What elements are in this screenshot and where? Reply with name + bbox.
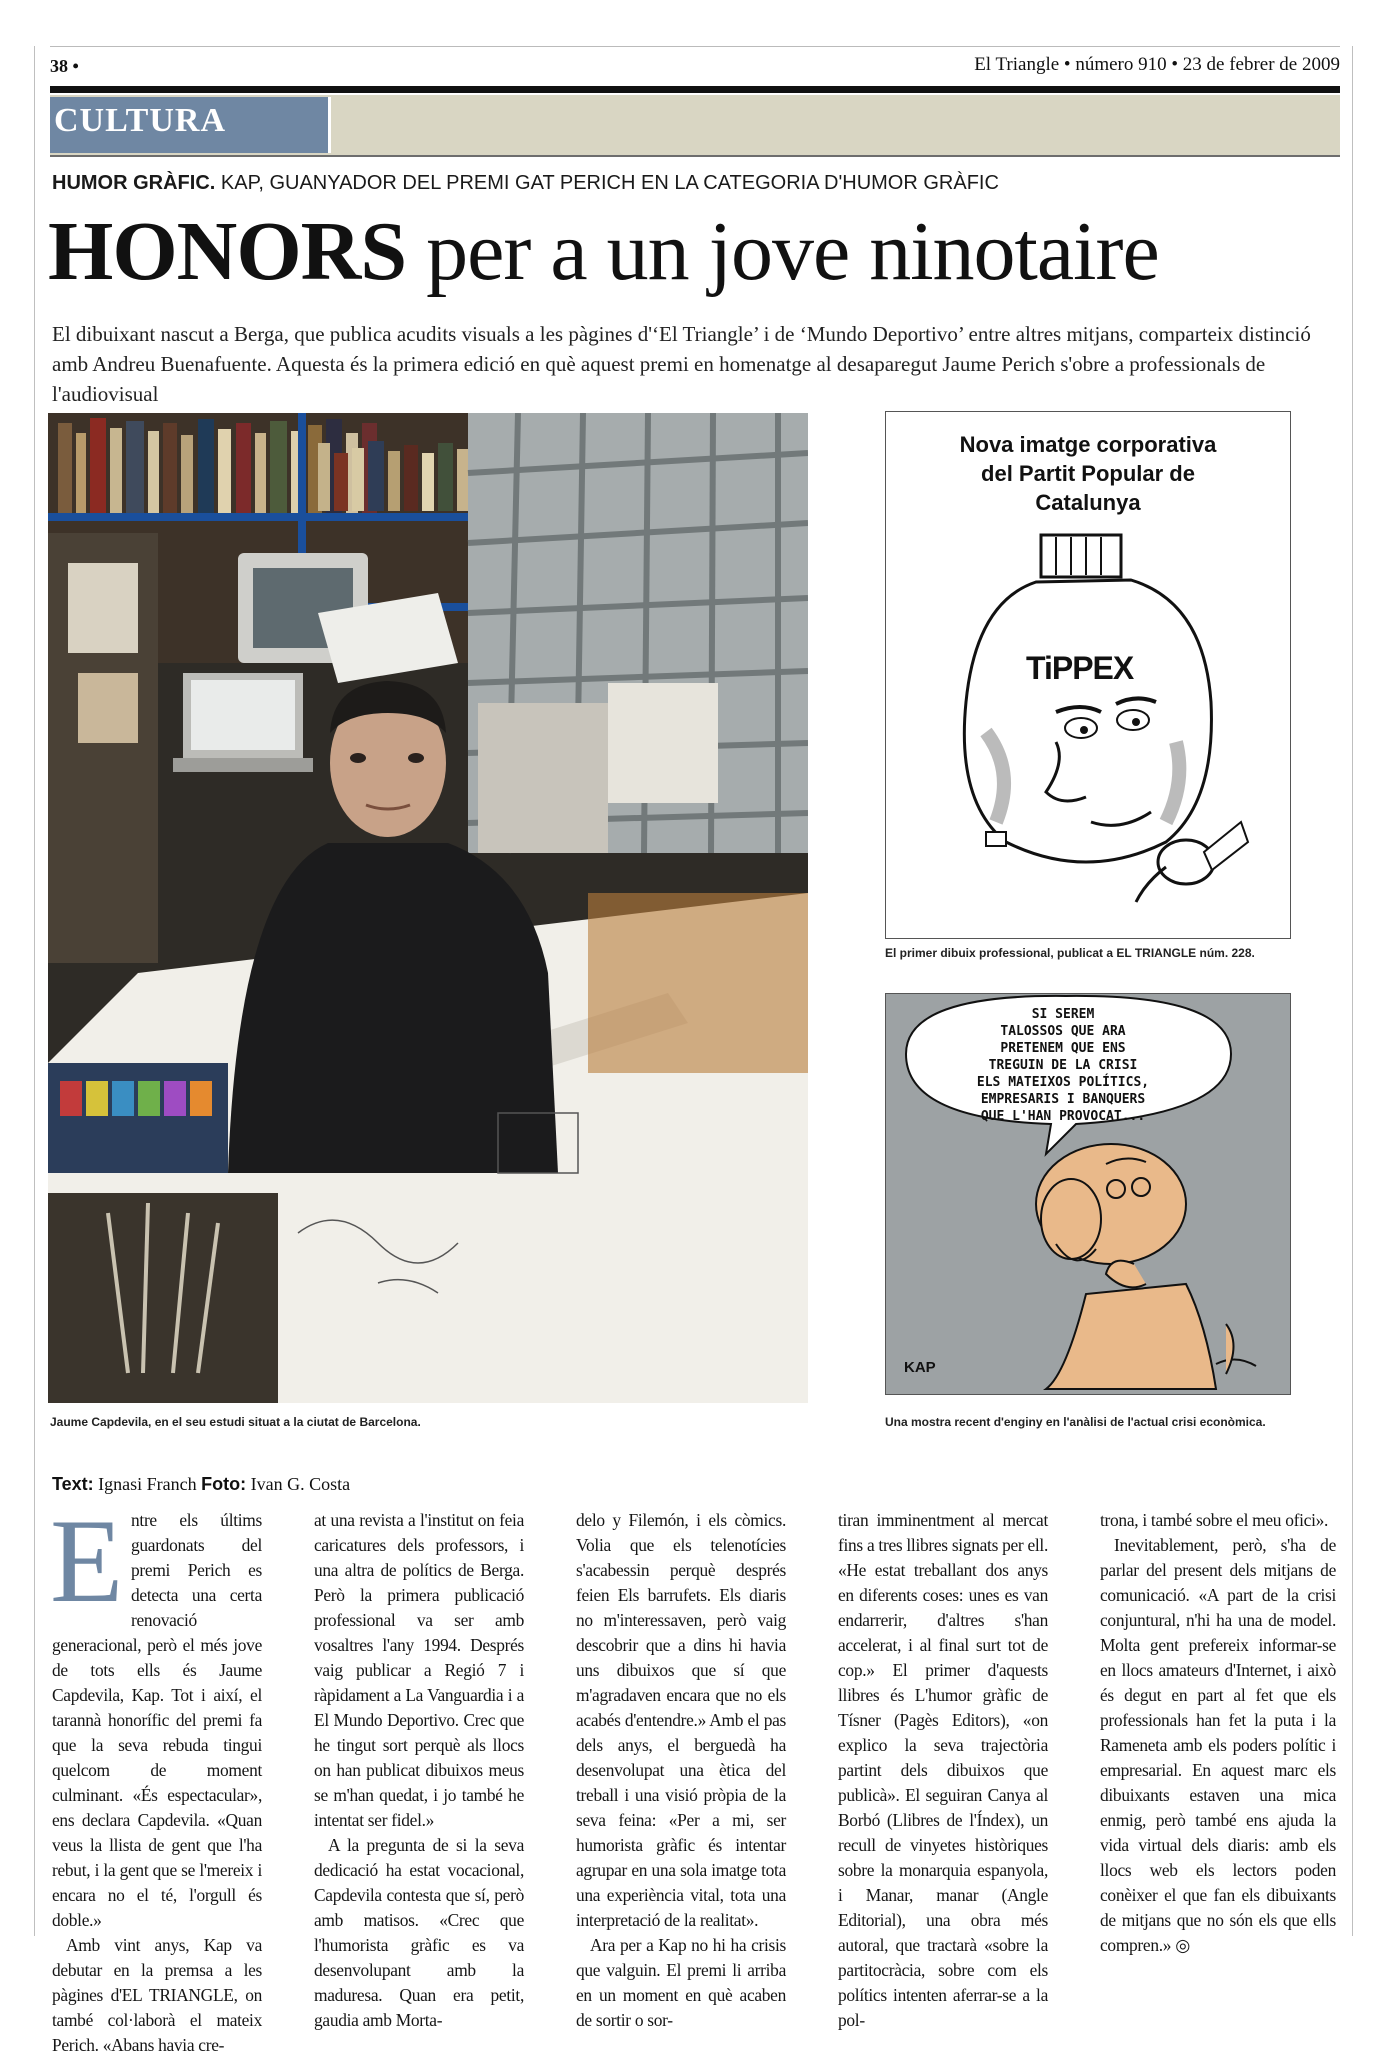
- section-box: [50, 97, 331, 153]
- col1-p1-text: ntre els últims guardonats del premi Perich es detecta una certa renovació generacional, però el més jove de tots ells és Jaume Capdevila, Kap. Tot i així, el tarannà honorífic del premi fa que la seva rebuda tingui quelcom de moment culminant. «És espectacular», ens declara Capdevila. «Quan veus la llista de gent que l'ha rebut, i la gent que se l'mereix i encara no el té, l'orgull és doble.»: [52, 1510, 262, 1930]
- speech-bubble: [908, 1006, 1218, 1125]
- headline-bold: HONORS: [48, 205, 407, 298]
- body-column-5: [1100, 1508, 1336, 1958]
- cartoon1-title-line2: del Partit Popular de: [981, 461, 1195, 486]
- body-column-1: [50, 1494, 262, 2058]
- body-column-3: [576, 1508, 786, 2033]
- col5-p2: Inevitablement, però, s'ha de parlar del present dels mitjans de comunicació. «A part de la crisi conjuntural, n'hi ha una de model. Molta gent prefereix informar-se en llocs amateurs d'Internet, i això és degut en part al fet que els professionals han fet la puta i la Rameneta amb els poders polític i empresarial. En aquest marc els dibuixants estaven una mica enmig, però també ens ajuda la vida virtual dels diaris: amb els llocs web els lectors poden conèixer el que fan els dibuixants de mitjans que no són els que ells compren.» ◎: [1100, 1535, 1336, 1955]
- section-label: CULTURA: [54, 102, 227, 139]
- cartoon1-caption-pre: El primer dibuix professional, publicat a: [885, 946, 1117, 960]
- col3-p1: delo y Filemón, i els còmics. Volia que els telenotícies s'acabessin perquè després feien Els barrufets. Els diaris no m'interessaven, però vaig descobrir que a dins hi havia uns dibuixos que sí que m'agradaven encara que no els acabés d'entendre.» Amb el pas dels anys, el berguedà ha desenvolupat una ètica del treball i una visió pròpia de la seva feina: «Per a mi, ser humorista gràfic és intentar agrupar en una sola imatge tota una experiència vital, tota una interpretació de la realitat».: [576, 1510, 786, 1930]
- col2-p1: at una revista a l'institut on feia caricatures dels professors, i una altra de polítics de Berga. Però la primera publicació professional va ser amb vosaltres l'any 1994. Després vaig publicar a Regió 7 i ràpidament a La Vanguardia i a El Mundo Deportivo. Crec que he tingut sort perquè als llocs on han publicat dibuixos meus se m'han quedat, i jo també he intentat ser fidel.»: [314, 1510, 524, 1830]
- bubble-line-5: ELS MATEIXOS POLÍTICS,: [976, 1075, 1150, 1090]
- text-author: Ignasi Franch: [93, 1474, 202, 1494]
- header-bar: [50, 86, 1340, 93]
- bubble-line-4: TREGUIN DE LA CRISI: [988, 1058, 1138, 1073]
- studio-photo: [48, 413, 808, 1403]
- body-column-2: [314, 1508, 524, 2033]
- photo-author: Ivan G. Costa: [246, 1474, 351, 1494]
- section-band: [50, 95, 1340, 157]
- bubble-line-3: PRETENEM QUE ENS: [1000, 1041, 1126, 1056]
- col3-p2: Ara per a Kap no hi ha crisis que valguin. El premi li arriba en un moment en què acaben de sortir o sor-: [576, 1935, 786, 2030]
- right-margin-rule: [1352, 46, 1353, 1936]
- col1-p2: Amb vint anys, Kap va debutar en la premsa a les pàgines d'EL TRIANGLE, on també col·laborà el mateix Perich. «Abans havia cre-: [52, 1935, 262, 2055]
- drop-cap: E: [50, 1494, 124, 1627]
- artist-signature: KAP: [904, 1359, 936, 1376]
- kicker-label: HUMOR GRÀFIC.: [52, 172, 216, 194]
- cartoon1-caption: [885, 946, 1255, 960]
- studio-photo-illustration: [48, 413, 808, 1403]
- col4-p1: tiran imminentment al mercat fins a tres llibres signats per ell. «He estat treballant dos anys en diferents coses: unes es van endarrerir, d'altres s'han accelerat, i al final surt tot de cop.» El primer d'aquests llibres és L'humor gràfic de Tísner (Pagès Editors), «on explico la seva trajectòria partint dels dibuixos que publicà». El seguiran Canya al Borbó (Llibres de l'Índex), un recull de vinyetes històriques sobre la monarquia espanyola, i Manar, manar (Angle Editorial), una obra més autoral, que tractarà «sobre la partitocràcia, sobre com els polítics intenten aferrar-se a la pol-: [838, 1510, 1048, 2030]
- kicker-text: KAP, GUANYADOR DEL PREMI GAT PERICH EN LA CATEGORIA D'HUMOR GRÀFIC: [215, 172, 999, 194]
- left-margin-rule: [34, 46, 35, 1936]
- photo-caption: Jaume Capdevila, en el seu estudi situat a la ciutat de Barcelona.: [50, 1415, 421, 1429]
- cartoon1-title-line1: Nova imatge corporativa: [959, 432, 1217, 457]
- bubble-line-7: QUE L'HAN PROVOCAT...: [980, 1109, 1146, 1124]
- headline: [48, 202, 1159, 302]
- col2-p2: A la pregunta de si la seva dedicació ha estat vocacional, Capdevila contesta que sí, però amb matisos. «Crec que l'humorista gràfic es va desenvolupant amb la maduresa. Quan era petit, gaudia amb Morta-: [314, 1835, 524, 2030]
- bubble-line-6: EMPRESARIS I BANQUERS: [980, 1092, 1146, 1107]
- bubble-line-2: TALOSSOS QUE ARA: [1000, 1024, 1126, 1039]
- col5-p1: trona, i també sobre el meu ofici».: [1100, 1510, 1329, 1530]
- standfirst: El dibuixant nascut a Berga, que publica acudits visuals a les pàgines d'‘El Triangle’ i de ‘Mundo Deportivo’ entre altres mitjans, comparteix distinció amb Andreu Buenafuente. Aquesta és la primera edició en què aquest premi en homenatge al desaparegut Jaume Perich s'obre a professionals de l'audiovisual: [52, 322, 1311, 406]
- cartoon1-caption-post: núm. 228.: [1196, 946, 1255, 960]
- kicker: [52, 172, 999, 195]
- tippex-label: TiPPEX: [1026, 650, 1134, 686]
- byline: [52, 1474, 350, 1495]
- cartoon-tippex: [885, 411, 1291, 939]
- photo-label: Foto:: [201, 1474, 247, 1494]
- page-number: 38 •: [50, 56, 79, 76]
- top-rule: [50, 46, 1340, 47]
- cartoon1-title-line3: Catalunya: [1035, 490, 1141, 515]
- body-column-4: [838, 1508, 1048, 2033]
- headline-rest: per a un jove ninotaire: [406, 205, 1159, 298]
- cartoon2-caption: Una mostra recent d'enginy en l'anàlisi de l'actual crisi econòmica.: [885, 1415, 1266, 1429]
- text-label: Text:: [52, 1474, 94, 1494]
- paragraph: [50, 1494, 262, 1933]
- publication-info: El Triangle • número 910 • 23 de febrer de 2009: [974, 54, 1340, 75]
- cartoon-crisis: [885, 993, 1291, 1395]
- cartoon1-caption-strong: EL TRIANGLE: [1116, 946, 1197, 960]
- bubble-line-1: SI SEREM: [1031, 1007, 1095, 1022]
